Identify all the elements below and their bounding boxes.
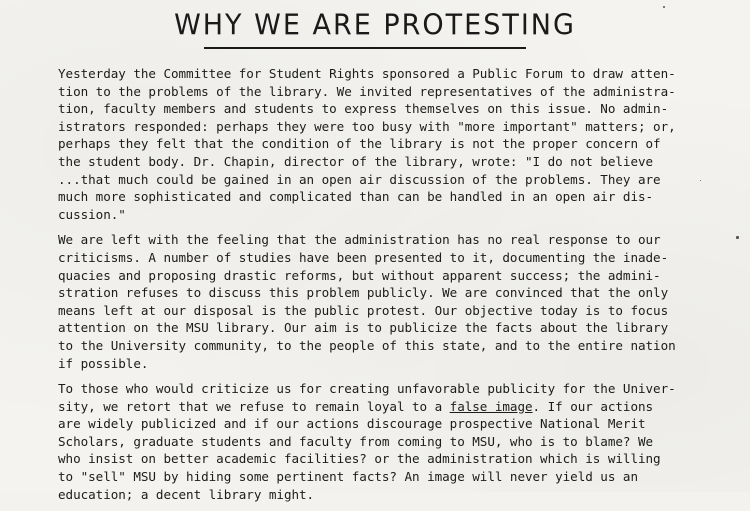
paper-speck xyxy=(663,6,665,8)
paper-speck xyxy=(736,236,739,239)
text-line: much more sophisticated and complicated than can be handled in an open air dis- xyxy=(58,189,654,205)
text-line: education; a decent library might. xyxy=(58,486,315,502)
title-underline xyxy=(204,47,526,49)
text-line: the student body. Dr. Chapin, director of the library, wrote: "I do not believe xyxy=(58,153,654,169)
text-line: if possible. xyxy=(58,355,149,371)
text-line: criticisms. A number of studies have been presented to it, documenting the inade- xyxy=(58,249,669,265)
text-line: tion, faculty members and students to express themselves on this issue. No admin- xyxy=(58,101,669,117)
paragraph-1 xyxy=(58,65,708,223)
text-line: attention on the MSU library. Our aim is to publicize the facts about the library xyxy=(58,320,669,336)
text-line: to "sell" MSU by hiding some pertinent facts? An image will never yield us an xyxy=(58,469,638,485)
paragraph-3 xyxy=(58,380,708,503)
text-line: We are left with the feeling that the administration has no real response to our xyxy=(58,232,661,248)
document-body xyxy=(58,65,708,511)
paragraph-2 xyxy=(58,231,708,372)
text-line: means left at our disposal is the public protest. Our objective today is to focus xyxy=(58,302,669,318)
underlined-phrase: false image xyxy=(449,398,533,414)
text-segment: . If our actions xyxy=(532,398,654,414)
text-line: stration refuses to discuss this problem publicly. We are convinced that the only xyxy=(58,285,669,301)
text-segment: sity, we retort that we refuse to remain loyal to a xyxy=(58,398,450,414)
text-line: perhaps they felt that the condition of the library is not the proper concern of xyxy=(58,136,661,152)
text-line: istrators responded: perhaps they were too busy with "more important" matters; or, xyxy=(58,118,676,134)
paper-speck xyxy=(700,180,701,181)
text-line: ...that much could be gained in an open air discussion of the problems. They are xyxy=(58,171,661,187)
text-line: Scholars, graduate students and faculty from coming to MSU, who is to blame? We xyxy=(58,433,654,449)
text-line-with-underline xyxy=(58,398,708,416)
text-line: quacies and proposing drastic reforms, but without apparent success; the admini- xyxy=(58,267,661,283)
text-line: to the University community, to the people of this state, and to the entire nation xyxy=(58,337,676,353)
text-line: tion to the problems of the library. We invited representatives of the administra- xyxy=(58,83,676,99)
text-line: who insist on better academic facilities? or the administration which is willing xyxy=(58,451,661,467)
text-line: cussion." xyxy=(58,206,126,222)
page-title: WHY WE ARE PROTESTING xyxy=(174,9,576,42)
text-line: Yesterday the Committee for Student Rights sponsored a Public Forum to draw atten- xyxy=(58,66,676,81)
text-line: are widely publicized and if our actions discourage prospective National Merit xyxy=(58,416,646,432)
text-line: To those who would criticize us for creating unfavorable publicity for the Univer- xyxy=(58,381,676,397)
